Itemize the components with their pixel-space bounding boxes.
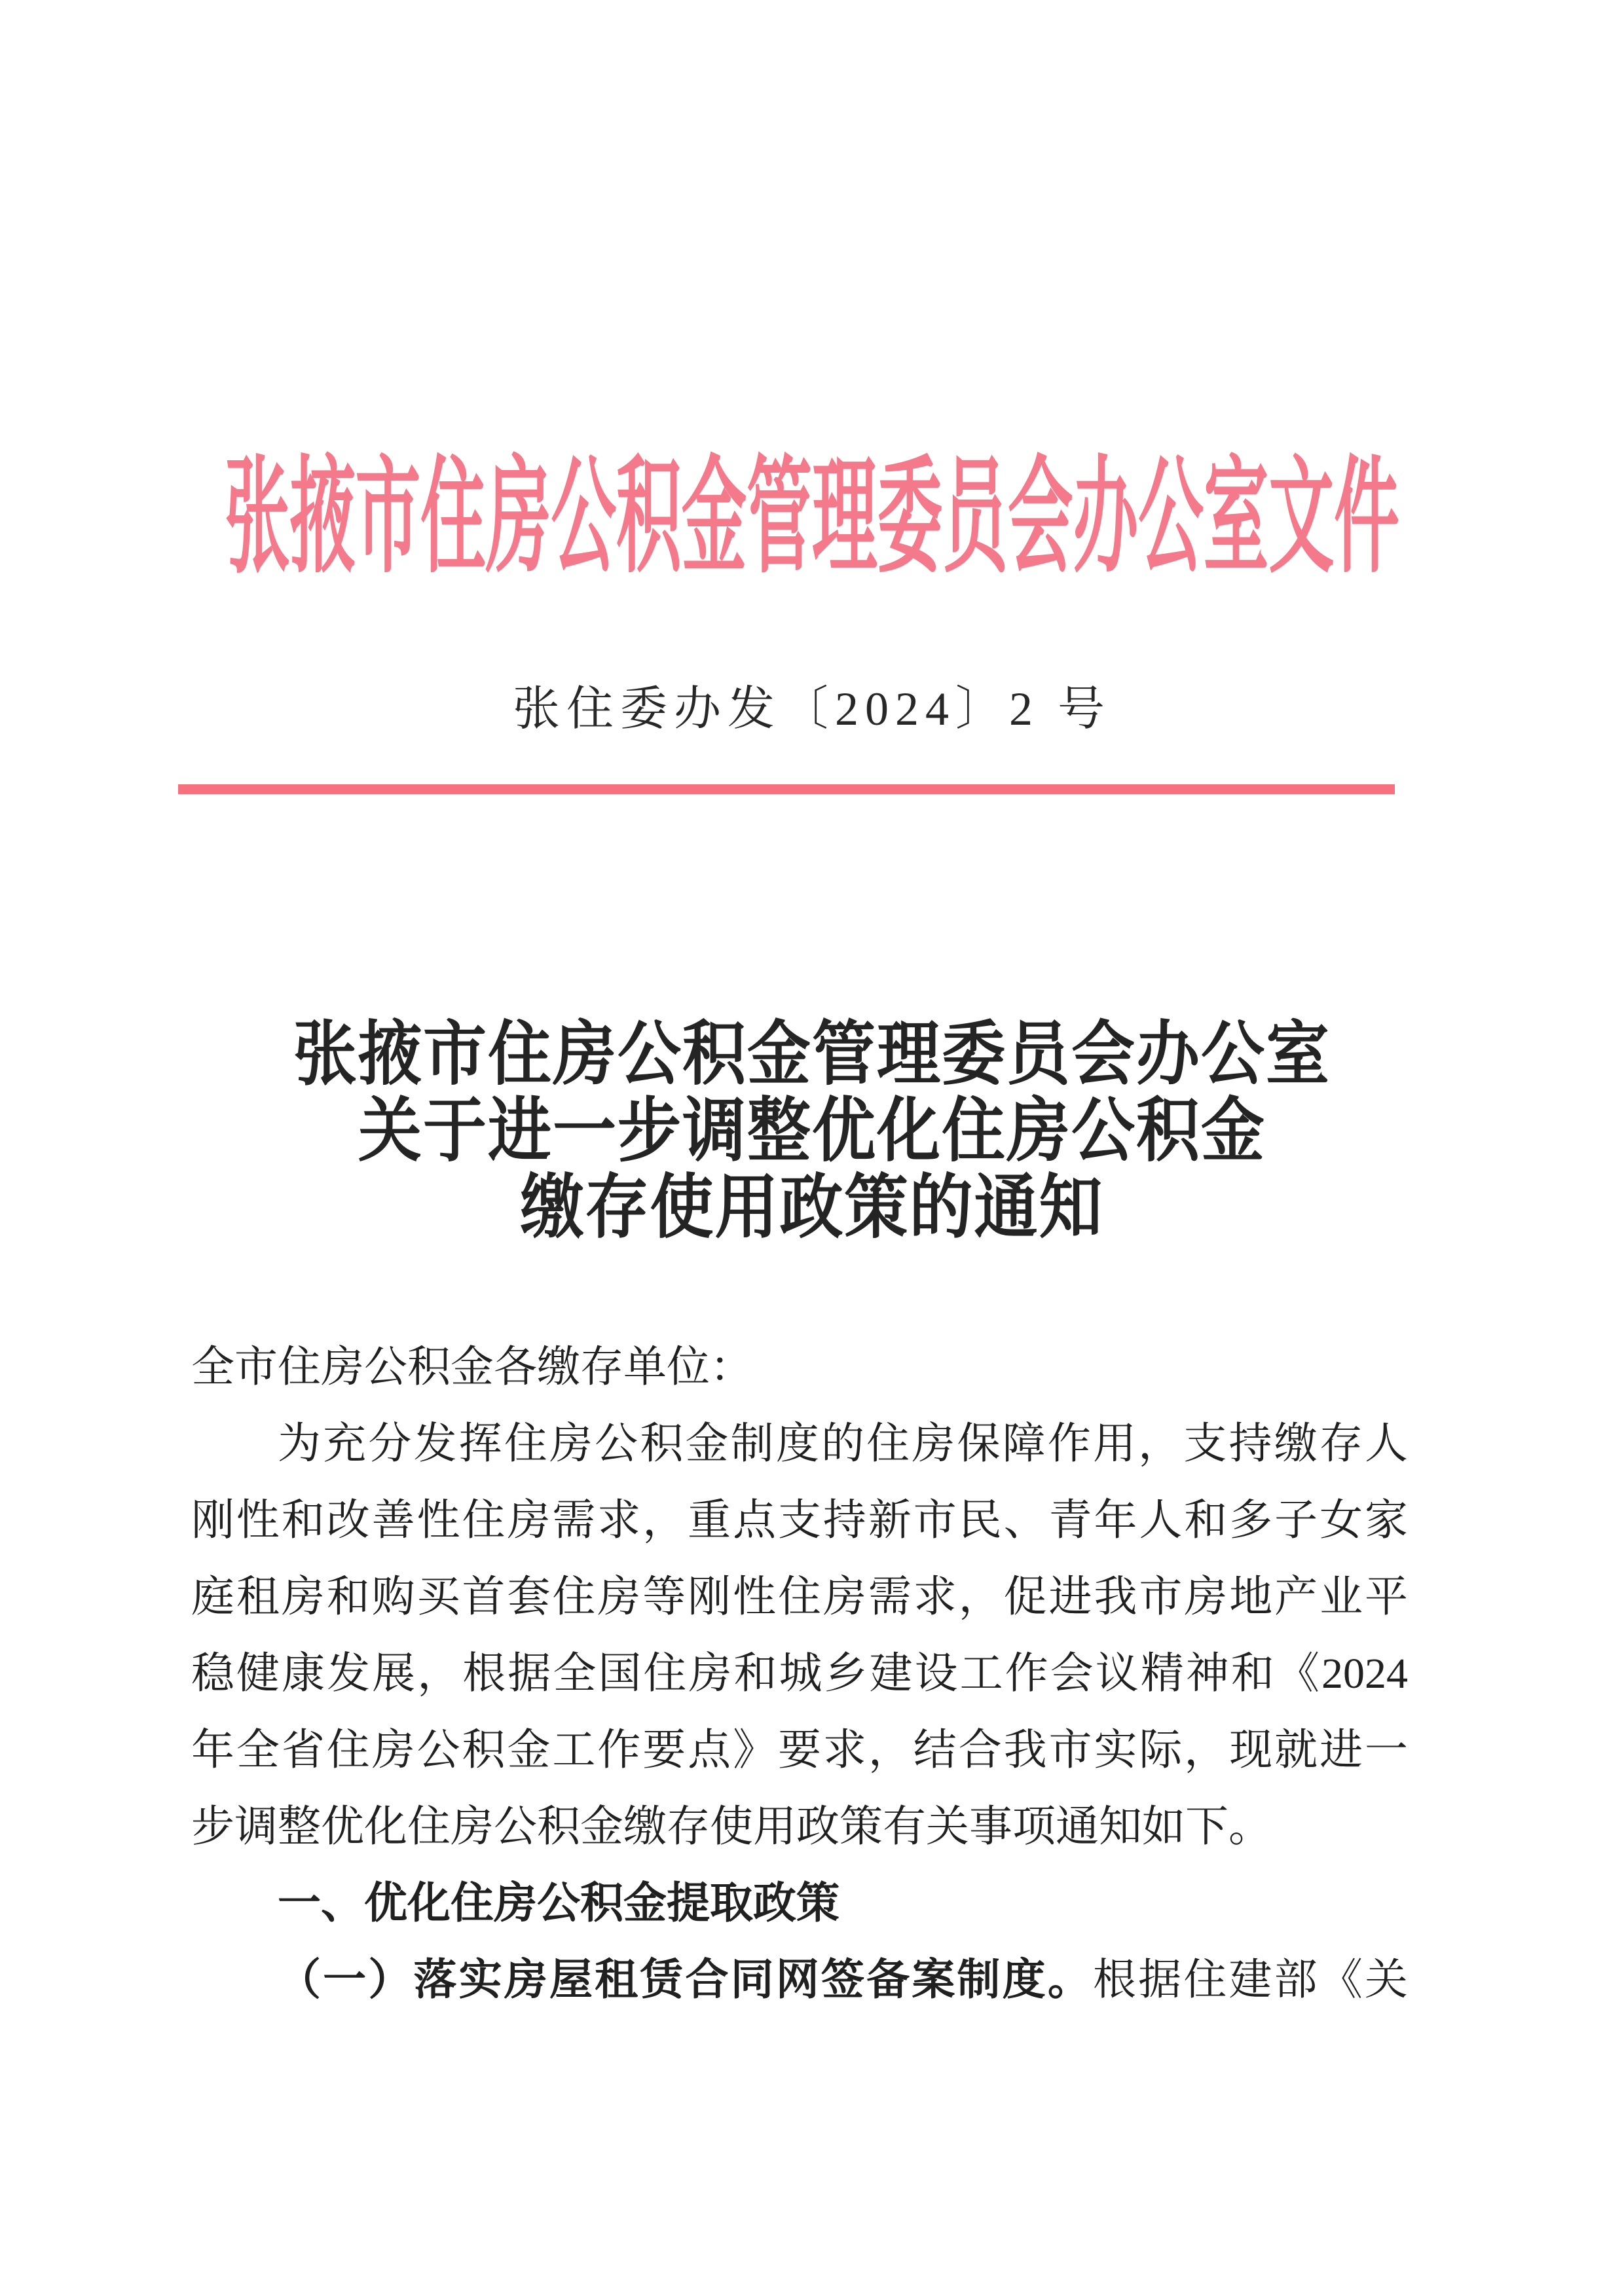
body-line-4: 稳健康发展，根据全国住房和城乡建设工作会议精神和《2024 [191,1650,1408,1698]
document-title-line-2: 关于进一步调整优化住房公积金 [358,1092,1266,1170]
agency-masthead [0,416,1624,597]
document-number: 张住委办发〔2024〕2 号 [512,683,1111,735]
body-line-2: 刚性和改善性住房需求，重点支持新市民、青年人和多子女家 [191,1497,1408,1544]
clause-1-text: 根据住建部《关 [1093,1956,1408,2004]
document-title-line-3: 缴存使用政策的通知 [520,1169,1104,1247]
salutation: 全市住房公积金各缴存单位： [191,1343,753,1391]
body-line-5: 年全省住房公积金工作要点》要求，结合我市实际，现就进一 [191,1726,1408,1774]
document-title [0,1016,1624,1246]
body-line-3: 庭租房和购买首套住房等刚性住房需求，促进我市房地产业平 [191,1573,1408,1621]
body-line-6: 步调整优化住房公积金缴存使用政策有关事项通知如下。 [191,1803,1272,1851]
clause-1-title: （一）落实房屋租赁合同网签备案制度。 [278,1956,1093,2004]
body-line-1: 为充分发挥住房公积金制度的住房保障作用，支持缴存人 [278,1420,1408,1468]
document-body [191,1329,1408,2018]
clause-1-line [191,1942,1408,2018]
section-1-heading: 一、优化住房公积金提取政策 [278,1880,840,1927]
agency-masthead-title: 张掖市住房公积金管理委员会办公室文件 [225,448,1399,588]
document-title-line-1: 张掖市住房公积金管理委员会办公室 [293,1015,1331,1093]
masthead-divider-line [178,784,1395,794]
